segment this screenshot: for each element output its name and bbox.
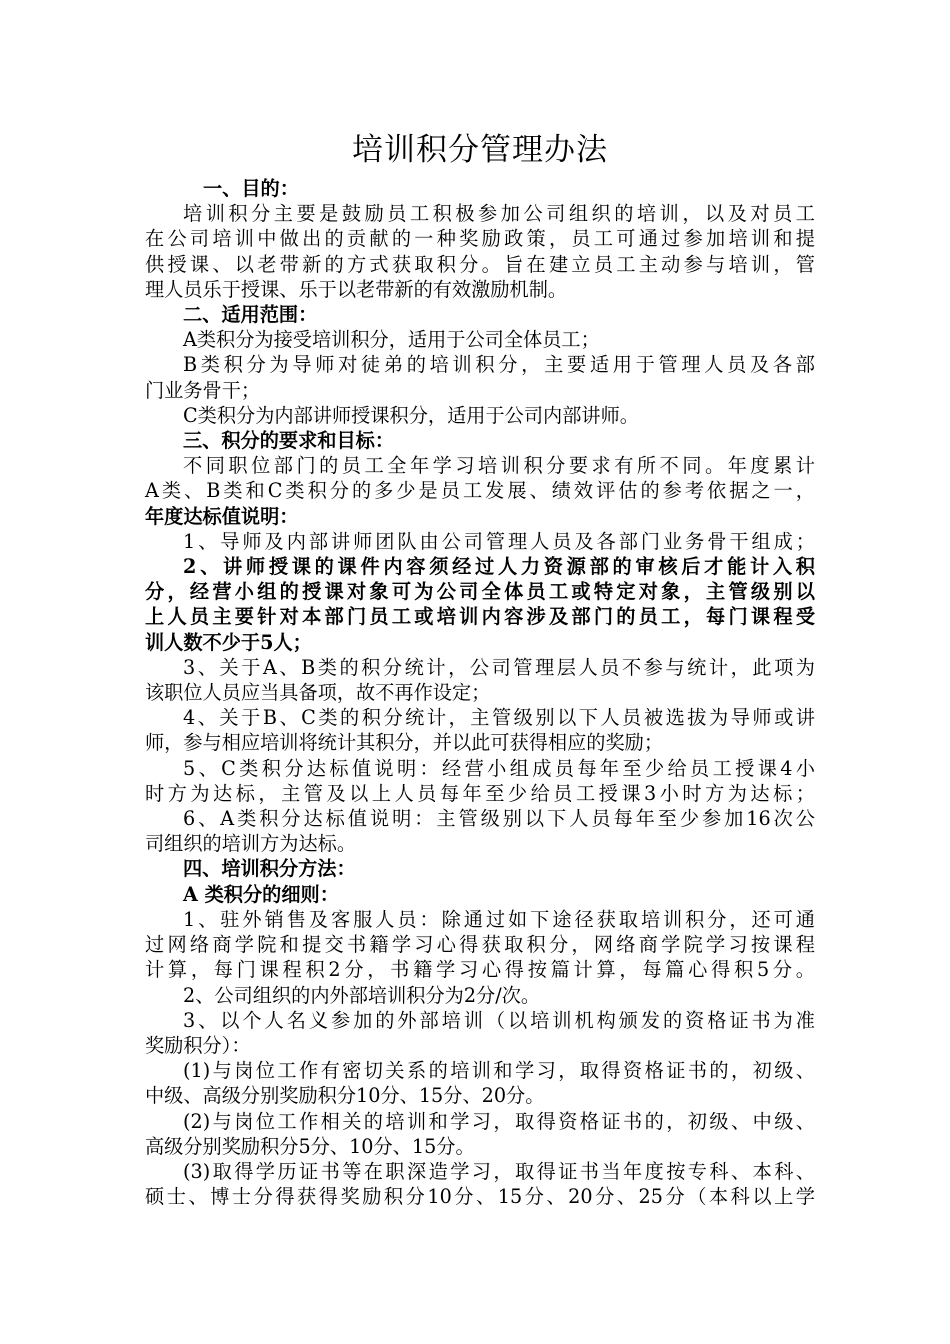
subheading: A 类积分的细则：	[183, 882, 339, 906]
paragraph-line: 师，参与相应培训将统计其积分，并以此可获得相应的奖励；	[145, 731, 664, 755]
paragraph-line: 理人员乐于授课、乐于以老带新的有效激励机制。	[145, 277, 568, 301]
paragraph-line: 不同职位部门的员工全年学习培训积分要求有所不同。年度累计	[183, 454, 815, 478]
paragraph-line: 门业务骨干；	[145, 378, 261, 402]
paragraph-line: 培训积分主要是鼓励员工积极参加公司组织的培训，以及对员工	[183, 202, 815, 226]
paragraph-line: B类积分为导师对徒弟的培训积分，主要适用于管理人员及各部	[183, 353, 815, 377]
bold-paragraph-line: 分，经营小组的授课对象可为公司全体员工或特定对象，主管级别以	[145, 580, 815, 604]
paragraph-line: 司组织的培训方为达标。	[145, 832, 357, 856]
section-heading: 二、适用范围：	[183, 303, 318, 327]
paragraph-line: 时方为达标，主管及以上人员每年至少给员工授课3小时方为达标；	[145, 781, 815, 805]
paragraph-line: 中级、高级分别奖励积分10分、15分、20分。	[145, 1084, 545, 1108]
subheading: 年度达标值说明：	[145, 504, 299, 528]
paragraph-line: 1、驻外销售及客服人员：除通过如下途径获取培训积分，还可通	[183, 907, 815, 931]
paragraph-line: 计算，每门课程积2分，书籍学习心得按篇计算，每篇心得积5分。	[145, 958, 815, 982]
paragraph-line: 3、关于A、B类的积分统计，公司管理层人员不参与统计，此项为	[183, 655, 815, 679]
paragraph-line: 奖励积分）：	[145, 1033, 251, 1057]
bold-paragraph-line: 上人员主要针对本部门员工或培训内容涉及部门的员工，每门课程受	[145, 605, 815, 629]
paragraph-line: C类积分为内部讲师授课积分，适用于公司内部讲师。	[183, 403, 639, 427]
paragraph-line: 1、导师及内部讲师团队由公司管理人员及各部门业务骨干组成；	[183, 529, 815, 553]
paragraph-line: 供授课、以老带新的方式获取积分。旨在建立员工主动参与培训，管	[145, 252, 815, 276]
section-heading: 四、培训积分方法：	[183, 857, 356, 881]
paragraph-line: 在公司培训中做出的贡献的一种奖励政策，员工可通过参加培训和提	[145, 227, 815, 251]
paragraph-line: 过网络商学院和提交书籍学习心得获取积分，网络商学院学习按课程	[145, 933, 815, 957]
bold-paragraph-line: 训人数不少于5人；	[145, 630, 312, 654]
paragraph-line: 硕士、博士分得获得奖励积分10分、15分、20分、25分（本科以上学	[145, 1185, 815, 1209]
paragraph-line: A类积分为接受培训积分，适用于公司全体员工；	[183, 328, 600, 352]
document-title: 培训积分管理办法	[352, 132, 608, 168]
paragraph-line: (1)与岗位工作有密切关系的培训和学习，取得资格证书的，初级、	[183, 1059, 815, 1083]
bold-paragraph-line: 2、讲师授课的课件内容须经过人力资源部的审核后才能计入积	[183, 555, 815, 579]
paragraph-line: 该职位人员应当具备项，故不再作设定；	[145, 681, 491, 705]
paragraph-line: 3、以个人名义参加的外部培训（以培训机构颁发的资格证书为准	[183, 1008, 815, 1032]
paragraph-line: 4、关于B、C类的积分统计，主管级别以下人员被选拔为导师或讲	[183, 706, 815, 730]
document-page	[145, 126, 815, 1209]
paragraph-line: 2、公司组织的内外部培训积分为2分/次。	[183, 983, 541, 1007]
paragraph-line: A类、B类和C类积分的多少是员工发展、绩效评估的参考依据之一，	[145, 479, 815, 503]
paragraph-line: 5、C类积分达标值说明：经营小组成员每年至少给员工授课4小	[183, 756, 815, 780]
section-heading: 三、积分的要求和目标：	[183, 429, 395, 453]
paragraph-line: 高级分别奖励积分5分、10分、15分。	[145, 1134, 475, 1158]
paragraph-line: 6、A类积分达标值说明：主管级别以下人员每年至少参加16次公	[183, 807, 815, 831]
section-heading: 一、目的：	[203, 177, 299, 200]
paragraph-line: (2)与岗位工作相关的培训和学习，取得资格证书的，初级、中级、	[183, 1109, 815, 1133]
paragraph-line: (3)取得学历证书等在职深造学习，取得证书当年度按专科、本科、	[183, 1159, 815, 1183]
